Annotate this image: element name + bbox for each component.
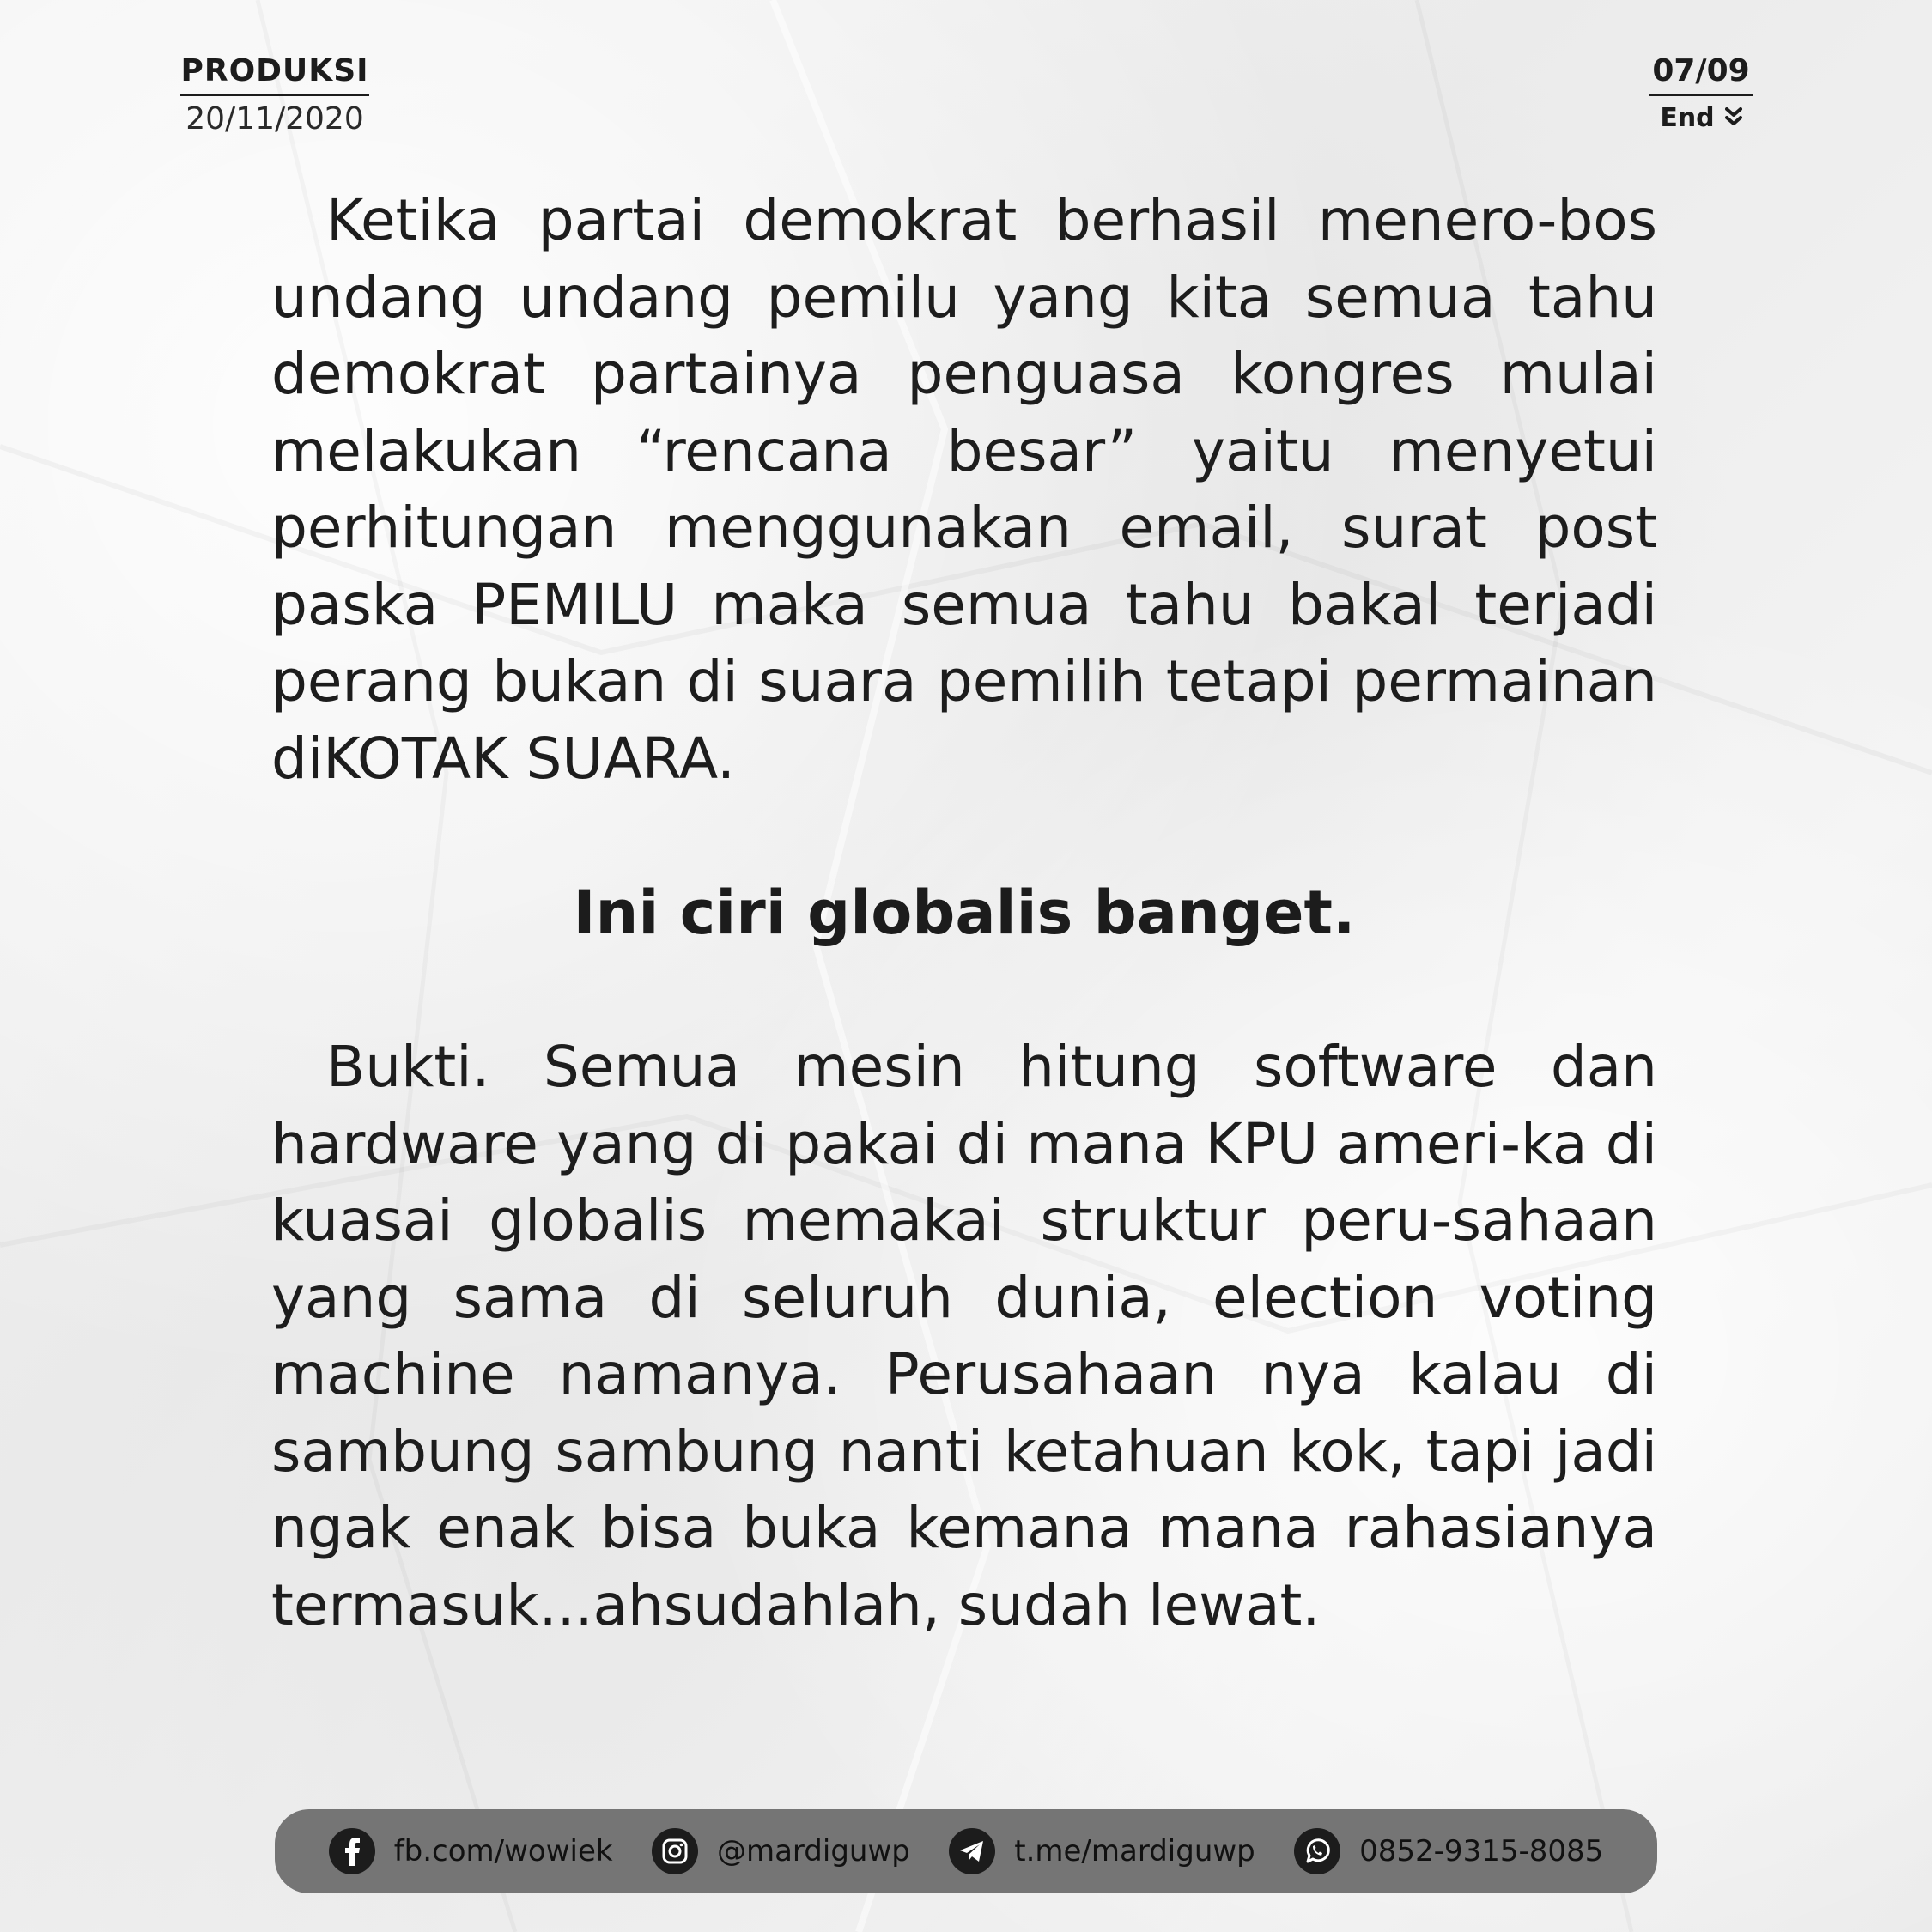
facebook-handle: fb.com/wowiek [393, 1834, 613, 1868]
whatsapp-contact[interactable] [1294, 1828, 1603, 1874]
facebook-contact[interactable] [329, 1828, 613, 1874]
emphasis-heading: Ini ciri globalis banget. [573, 878, 1356, 948]
instagram-contact[interactable] [652, 1828, 910, 1874]
header-left [180, 53, 369, 137]
header-right [1649, 53, 1753, 133]
paragraph-2: Bukti. Semua mesin hitung software dan hardware yang di pakai di mana KPU ameri-ka di kuasai globalis memakai struktur peru-sahaan yang sama di seluruh dunia, election voting machine namanya. Perusahaan nya kalau di sambung sambung nanti ketahuan kok, tapi jadi ngak enak bisa buka kemana mana rahasianya termasuk...ahsudahlah, sudah lewat. [271, 1034, 1657, 1638]
end-label: End [1660, 103, 1715, 133]
article-body [271, 182, 1657, 1643]
chevrons-down-icon [1725, 103, 1742, 133]
telegram-icon [949, 1828, 995, 1874]
paragraph-1: Ketika partai demokrat berhasil menero-bos undang undang pemilu yang kita semua tahu demokrat partainya penguasa kongres mulai melakukan “rencana besar” yaitu menyetui perhitungan menggunakan email, surat post paska PEMILU maka semua tahu bakal terjadi perang bukan di suara pemilih tetapi permainan diKOTAK SUARA. [271, 187, 1657, 792]
publish-date: 20/11/2020 [185, 101, 364, 137]
whatsapp-number: 0852-9315-8085 [1359, 1834, 1604, 1868]
contact-bar [275, 1809, 1657, 1893]
section-label: PRODUKSI [180, 53, 369, 96]
whatsapp-icon [1294, 1828, 1340, 1874]
telegram-handle: t.me/mardiguwp [1014, 1834, 1255, 1868]
page-indicator: 07/09 [1649, 53, 1753, 96]
telegram-contact[interactable] [949, 1828, 1255, 1874]
end-indicator [1649, 103, 1753, 133]
instagram-handle: @mardiguwp [716, 1834, 910, 1868]
facebook-icon [329, 1828, 375, 1874]
instagram-icon [652, 1828, 698, 1874]
